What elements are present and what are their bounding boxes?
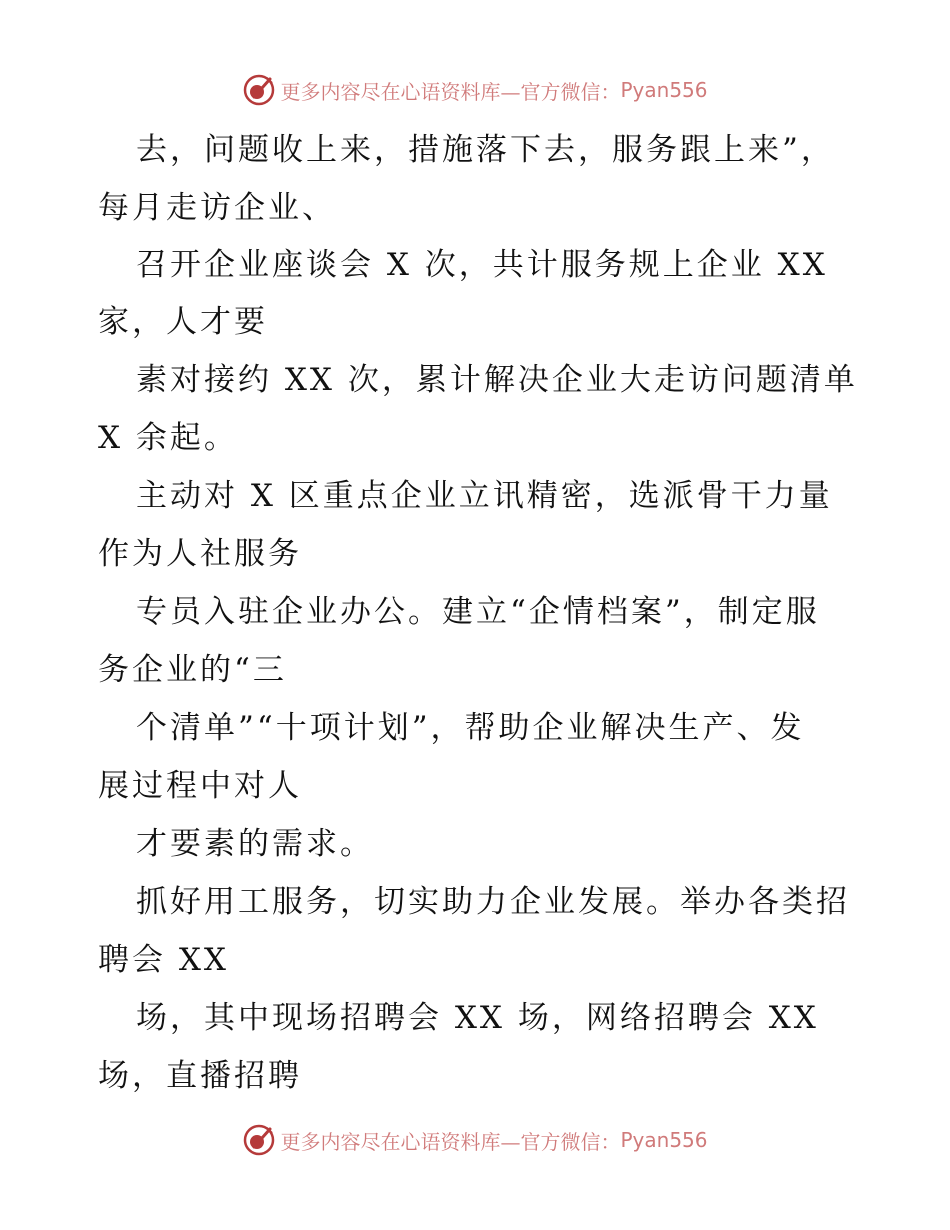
- text-line: 抓好用工服务，切实助力企业发展。举办各类招: [136, 884, 850, 920]
- text-line: 个清单”“十项计划”，帮助企业解决生产、发: [136, 710, 805, 746]
- watermark-text: 更多内容尽在心语资料库—官方微信：: [280, 79, 621, 104]
- text-line: X 余起。: [98, 420, 238, 456]
- text-line: 展过程中对人: [98, 768, 302, 804]
- text-line: 才要素的需求。: [136, 826, 374, 862]
- watermark-wechat-id: Pyan556: [620, 1128, 708, 1152]
- watermark-text: 更多内容尽在心语资料库—官方微信：: [280, 1129, 621, 1154]
- text-line: 作为人社服务: [98, 536, 302, 572]
- watermark-wechat-id: Pyan556: [620, 78, 708, 102]
- text-line: 聘会 XX: [98, 942, 229, 978]
- text-line: 场，其中现场招聘会 XX 场，网络招聘会 XX: [136, 1000, 819, 1036]
- text-line: 家，人才要: [98, 304, 268, 340]
- text-line: 专员入驻企业办公。建立“企情档案”，制定服: [136, 594, 820, 630]
- footer-watermark: [0, 1120, 950, 1160]
- text-line: 场，直播招聘: [98, 1058, 302, 1094]
- text-line: 去，问题收上来，措施落下去，服务跟上来”，: [136, 132, 835, 168]
- text-line: 主动对 X 区重点企业立讯精密，选派骨干力量: [136, 478, 833, 514]
- text-line: 召开企业座谈会 X 次，共计服务规上企业 XX: [136, 247, 828, 283]
- pen-seal-icon: [242, 1123, 276, 1157]
- header-watermark: [0, 70, 950, 110]
- pen-seal-icon: [242, 73, 276, 107]
- text-line: 务企业的“三: [98, 652, 287, 688]
- text-line: 素对接约 XX 次，累计解决企业大走访问题清单: [136, 362, 858, 398]
- text-line: 每月走访企业、: [98, 190, 336, 226]
